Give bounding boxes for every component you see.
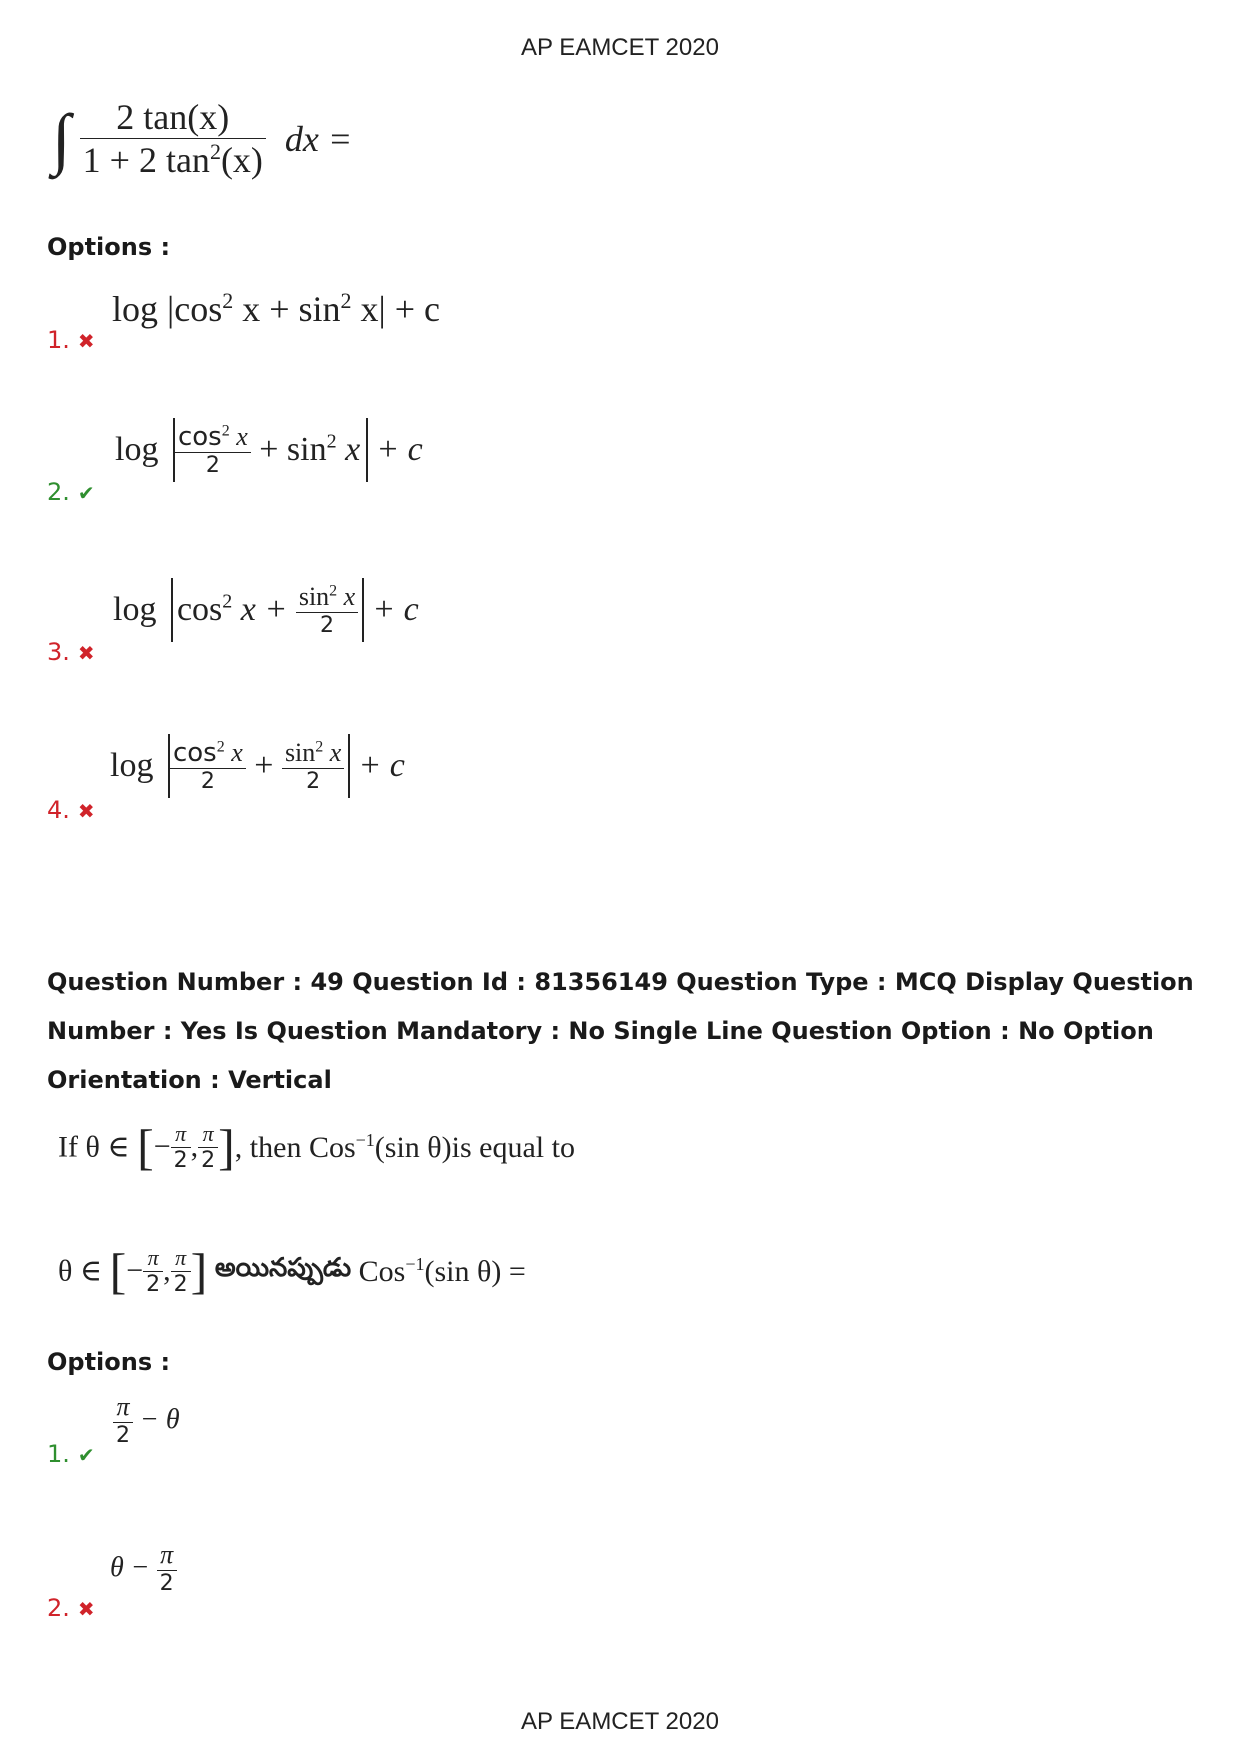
integral-sign: ∫ (52, 100, 71, 176)
page-footer: AP EAMCET 2020 (521, 1708, 719, 1735)
q48-option-2 (47, 478, 95, 506)
q48-option-1-expression: $\log |\cos^2$ $x + \sin^2 x| + c$ (112, 288, 441, 329)
integral-expression (52, 96, 352, 181)
question-text-english: If θ ∈ [− $\frac{\pi}{2}$ , $\frac{\pi}{2}$ ], then Cos$^{-1}$(sin θ)is equal to (58, 1119, 575, 1175)
integral-tail: dx = (284, 118, 353, 159)
cross-icon: ✖ (77, 641, 95, 665)
integral-fraction (80, 96, 266, 181)
q48-option-3-expression: $\log \cos^2 x$ + $\frac{\sin^2 x}{2}$ + c (113, 578, 419, 642)
options-label-q49: Options : (47, 1348, 171, 1376)
q49-option-1 (47, 1440, 95, 1468)
q48-option-4-expression: log $\frac{\cos^2 x}{2}$ + $\frac{\sin^2 x}{2}$ + c (110, 734, 405, 798)
option-number: 3. (47, 638, 70, 666)
option-number: 2. (47, 1594, 70, 1622)
q48-option-3 (47, 638, 95, 666)
cross-icon: ✖ (77, 1597, 95, 1621)
q49-option-2 (47, 1594, 95, 1622)
check-icon: ✔ (77, 481, 95, 505)
question-metadata: Question Number : 49 Question Id : 81356149 Question Type : MCQ Display Question Number : Yes Is Question Mandatory : No Single Line Question Option : No Option Orientation : Vertical (47, 968, 1194, 1094)
q48-option-4 (47, 796, 95, 824)
option-number: 1. (47, 1440, 70, 1468)
q49-option-1-expression: $\frac{\pi}{2}$ − θ (113, 1392, 180, 1448)
q48-option-1 (47, 326, 95, 354)
cross-icon: ✖ (77, 799, 95, 823)
options-label-q48: Options : (47, 233, 171, 261)
q49-option-2-expression: θ − $\frac{\pi}{2}$ (110, 1540, 177, 1596)
question-text-telugu: θ ∈ [− $\frac{\pi}{2}$ , $\frac{\pi}{2}$ ] అయినప్పుడు Cos$^{-1}$(sin θ) = (58, 1243, 526, 1299)
cross-icon: ✖ (77, 329, 95, 353)
option-number: 1. (47, 326, 70, 354)
page-header: AP EAMCET 2020 (521, 34, 719, 61)
option-number: 4. (47, 796, 70, 824)
option-number: 2. (47, 478, 70, 506)
integral-numerator: 2 tan(x) (116, 97, 230, 137)
integral-denominator: 1 + 2 $\tan^2(x)$ (82, 139, 263, 180)
check-icon: ✔ (77, 1443, 95, 1467)
q48-option-2-expression: log $\frac{\cos^2 x}{2}$ + $\sin^2 x + c$ (115, 418, 423, 482)
